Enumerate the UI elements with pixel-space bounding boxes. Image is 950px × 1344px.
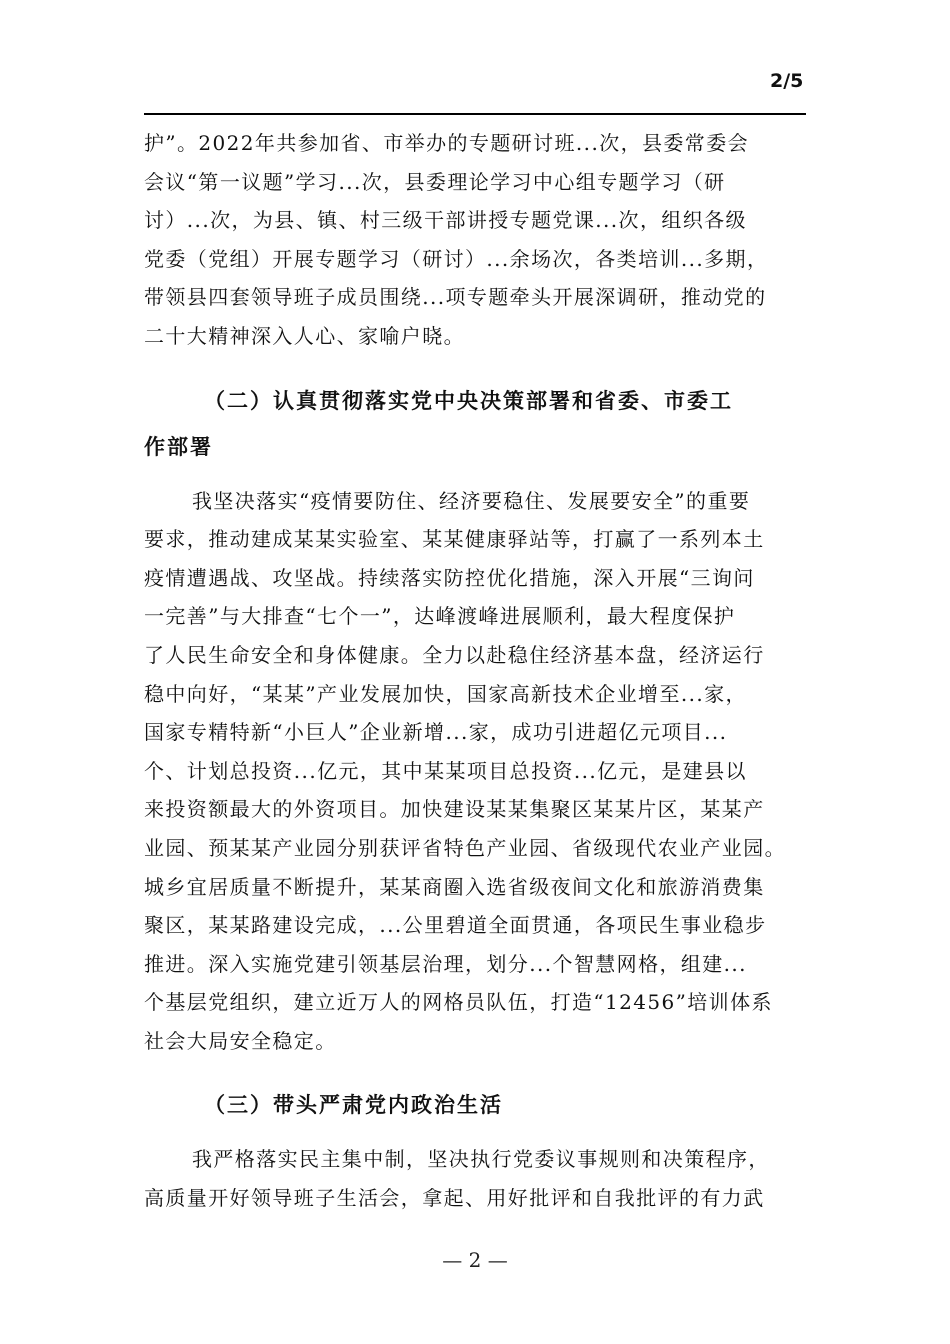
text-line: 我坚决落实“疫情要防住、经济要稳住、发展要安全”的重要	[192, 488, 751, 513]
text-line: 一完善”与大排查“七个一”，达峰渡峰进展顺利，最大程度保护	[144, 604, 736, 629]
text-line: 了人民生命安全和身体健康。全力以赴稳住经济基本盘，经济运行	[144, 642, 765, 667]
text-line: 来投资额最大的外资项目。加快建设某某集聚区某某片区，某某产	[144, 797, 765, 822]
section-heading-2	[144, 378, 806, 470]
text-line: 会议“第一议题”学习...次，县委理论学习中心组专题学习（研	[144, 169, 726, 194]
text-line: 带领县四套领导班子成员围绕...项专题牵头开展深调研，推动党的	[144, 285, 767, 310]
text-line: 高质量开好领导班子生活会，拿起、用好批评和自我批评的有力武	[144, 1186, 765, 1211]
text-line: 二十大精神深入人心、家喻户晓。	[144, 323, 465, 348]
text-line: 讨）...次，为县、镇、村三级干部讲授专题党课...次，组织各级	[144, 208, 747, 233]
text-line: 我严格落实民主集中制，坚决执行党委议事规则和决策程序，	[192, 1147, 770, 1172]
text-line: 党委（党组）开展专题学习（研讨）...余场次，各类培训...多期，	[144, 246, 769, 271]
text-line: 推进。深入实施党建引领基层治理，划分...个智慧网格，组建...	[144, 951, 747, 976]
text-line: 个基层党组织，建立近万人的网格员队伍，打造“12456”培训体系	[144, 990, 773, 1015]
paragraph-1	[144, 124, 806, 356]
page-indicator: 2/5	[770, 70, 804, 92]
text-line: 社会大局安全稳定。	[144, 1028, 337, 1053]
heading-line: （二）认真贯彻落实党中央决策部署和省委、市委工	[204, 388, 733, 413]
text-line: 聚区，某某路建设完成，...公里碧道全面贯通，各项民生事业稳步	[144, 913, 767, 938]
section-heading-3: （三）带头严肃党内政治生活	[204, 1093, 503, 1118]
text-line: 疫情遭遇战、攻坚战。持续落实防控优化措施，深入开展“三询问	[144, 565, 755, 590]
text-line: 护”。2022年共参加省、市举办的专题研讨班...次，县委常委会	[144, 131, 749, 155]
heading-line: 作部署	[144, 434, 213, 459]
text-line: 业园、预某某产业园分别获评省特色产业园、省级现代农业产业园。	[144, 835, 786, 860]
header-rule	[144, 113, 806, 115]
paragraph-3	[144, 1140, 806, 1217]
paragraph-2	[144, 482, 806, 1061]
page-number: — 2 —	[442, 1248, 508, 1272]
text-line: 国家专精特新“小巨人”企业新增...家，成功引进超亿元项目...	[144, 720, 728, 745]
text-line: 城乡宜居质量不断提升，某某商圈入选省级夜间文化和旅游消费集	[144, 874, 765, 899]
text-line: 要求，推动建成某某实验室、某某健康驿站等，打赢了一系列本土	[144, 527, 765, 552]
text-line: 稳中向好，“某某”产业发展加快，国家高新技术企业增至...家，	[144, 681, 747, 706]
document-body	[144, 124, 806, 1218]
text-line: 个、计划总投资...亿元，其中某某项目总投资...亿元，是建县以	[144, 758, 747, 783]
